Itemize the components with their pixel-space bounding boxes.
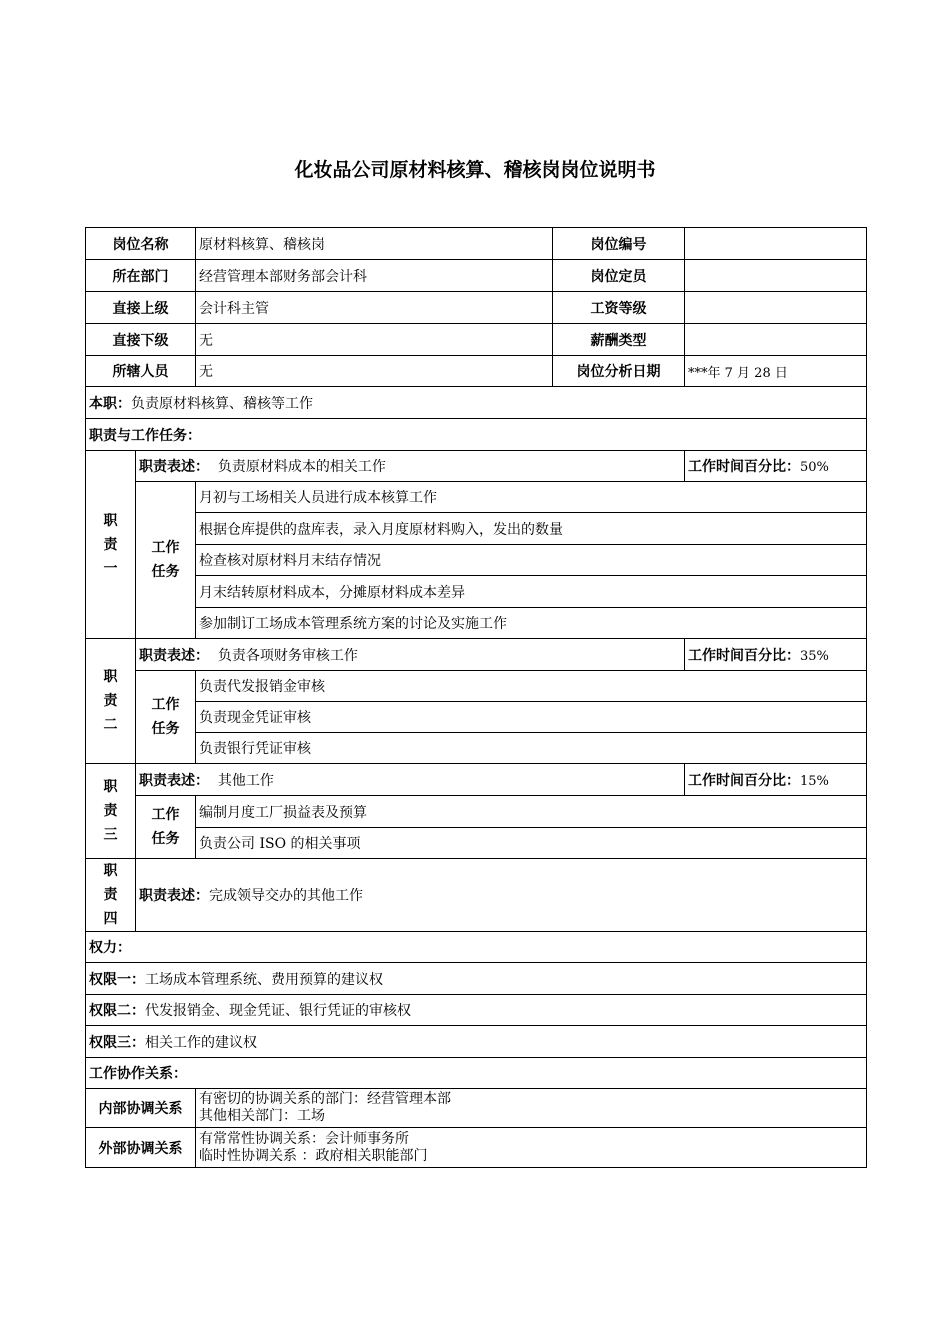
responsibility-3-percent: [685, 764, 867, 796]
authority-2: [86, 995, 867, 1026]
authority-label: 权限二：: [89, 1003, 145, 1019]
responsibility-1-desc: [136, 451, 685, 482]
position-code-label: 岗位编号: [553, 228, 685, 260]
pay-type-label: 薪酬类型: [553, 324, 685, 356]
department-value: 经营管理本部财务部会计科: [196, 260, 553, 292]
external-line: 临时性协调关系 ：政府相关职能部门: [199, 1147, 428, 1164]
responsibility-3-desc: [136, 764, 685, 796]
authority-value: 相关工作的建议权: [145, 1034, 257, 1051]
desc-label: 职责表述：: [139, 459, 209, 475]
authority-value: 代发报销金、现金凭证、银行凭证的审核权: [145, 1003, 411, 1019]
cooperation-header: 工作协作关系：: [86, 1058, 867, 1089]
time-value: 35%: [800, 648, 829, 664]
salary-grade-value: [685, 292, 867, 324]
subordinate-value: 无: [196, 324, 553, 356]
duty-value: 负责原材料核算、稽核等工作: [131, 395, 313, 412]
external-coordination-value: [196, 1128, 867, 1168]
external-coordination-label: 外部协调关系: [86, 1128, 196, 1168]
subordinate-label: 直接下级: [86, 324, 196, 356]
salary-grade-label: 工资等级: [553, 292, 685, 324]
responsibility-2-label: 职 责 二: [86, 639, 136, 764]
responsibility-1-percent: [685, 451, 867, 482]
authority-1: [86, 963, 867, 995]
task-item: 根据仓库提供的盘库表，录入月度原材料购入，发出的数量: [196, 513, 867, 545]
responsibility-1-label: 职 责 一: [86, 451, 136, 639]
authority-label: 权限三：: [89, 1034, 145, 1051]
job-description-table: [85, 227, 867, 1168]
time-value: 50%: [800, 460, 829, 475]
responsibility-3-label: 职 责 三: [86, 764, 136, 859]
duty-row: [86, 387, 867, 419]
authority-label: 权限一：: [89, 971, 145, 988]
authority-header: 权力：: [86, 932, 867, 963]
task-item: 编制月度工厂损益表及预算: [196, 796, 867, 828]
time-label: 工作时间百分比：: [688, 647, 800, 664]
task-item: 负责代发报销金审核: [196, 671, 867, 702]
authority-3: [86, 1026, 867, 1058]
time-label: 工作时间百分比：: [688, 772, 800, 789]
position-code-value: [685, 228, 867, 260]
headcount-label: 岗位定员: [553, 260, 685, 292]
internal-coordination-label: 内部协调关系: [86, 1089, 196, 1128]
responsibility-4-label: 职 责 四: [86, 859, 136, 932]
page-title: 化妆品公司原材料核算、稽核岗岗位说明书: [294, 159, 656, 181]
task-label: 工作 任务: [136, 671, 196, 764]
responsibilities-header: 职责与工作任务：: [86, 419, 867, 451]
task-item: 负责公司 ISO 的相关事项: [196, 828, 867, 859]
superior-label: 直接上级: [86, 292, 196, 324]
managed-staff-value: 无: [196, 356, 553, 387]
superior-value: 会计科主管: [196, 292, 553, 324]
desc-label: 职责表述：: [139, 888, 209, 904]
internal-line: 其他相关部门：工场: [199, 1108, 325, 1124]
responsibility-2-desc: [136, 639, 685, 671]
desc-value: 负责各项财务审核工作: [217, 647, 358, 664]
task-item: 检查核对原材料月末结存情况: [196, 545, 867, 576]
department-label: 所在部门: [86, 260, 196, 292]
desc-value: 其他工作: [217, 772, 274, 789]
time-label: 工作时间百分比：: [688, 459, 800, 475]
position-name-value: 原材料核算、稽核岗: [196, 228, 553, 260]
task-label: 工作 任务: [136, 482, 196, 639]
task-item: 负责银行凭证审核: [196, 733, 867, 764]
responsibility-4-desc: [136, 859, 867, 932]
managed-staff-label: 所辖人员: [86, 356, 196, 387]
task-item: 月初与工场相关人员进行成本核算工作: [196, 482, 867, 513]
internal-line: 有密切的协调关系的部门：经营管理本部: [199, 1091, 451, 1107]
desc-label: 职责表述：: [139, 772, 209, 789]
task-label: 工作 任务: [136, 796, 196, 859]
pay-type-value: [685, 324, 867, 356]
position-name-label: 岗位名称: [86, 228, 196, 260]
analysis-date-value: ***年 7 月 28 日: [685, 356, 867, 387]
responsibility-2-percent: [685, 639, 867, 671]
authority-value: 工场成本管理系统、费用预算的建议权: [145, 971, 383, 988]
time-value: 15%: [800, 773, 829, 789]
desc-value: 负责原材料成本的相关工作: [217, 459, 386, 475]
internal-coordination-value: [196, 1089, 867, 1128]
task-item: 月末结转原材料成本，分摊原材料成本差异: [196, 576, 867, 608]
external-line: 有常常性协调关系：会计师事务所: [199, 1130, 409, 1147]
analysis-date-label: 岗位分析日期: [553, 356, 685, 387]
duty-label: 本职：: [89, 395, 131, 412]
headcount-value: [685, 260, 867, 292]
task-item: 参加制订工场成本管理系统方案的讨论及实施工作: [196, 608, 867, 639]
task-item: 负责现金凭证审核: [196, 702, 867, 733]
desc-value: 完成领导交办的其他工作: [209, 888, 363, 904]
desc-label: 职责表述：: [139, 647, 209, 664]
